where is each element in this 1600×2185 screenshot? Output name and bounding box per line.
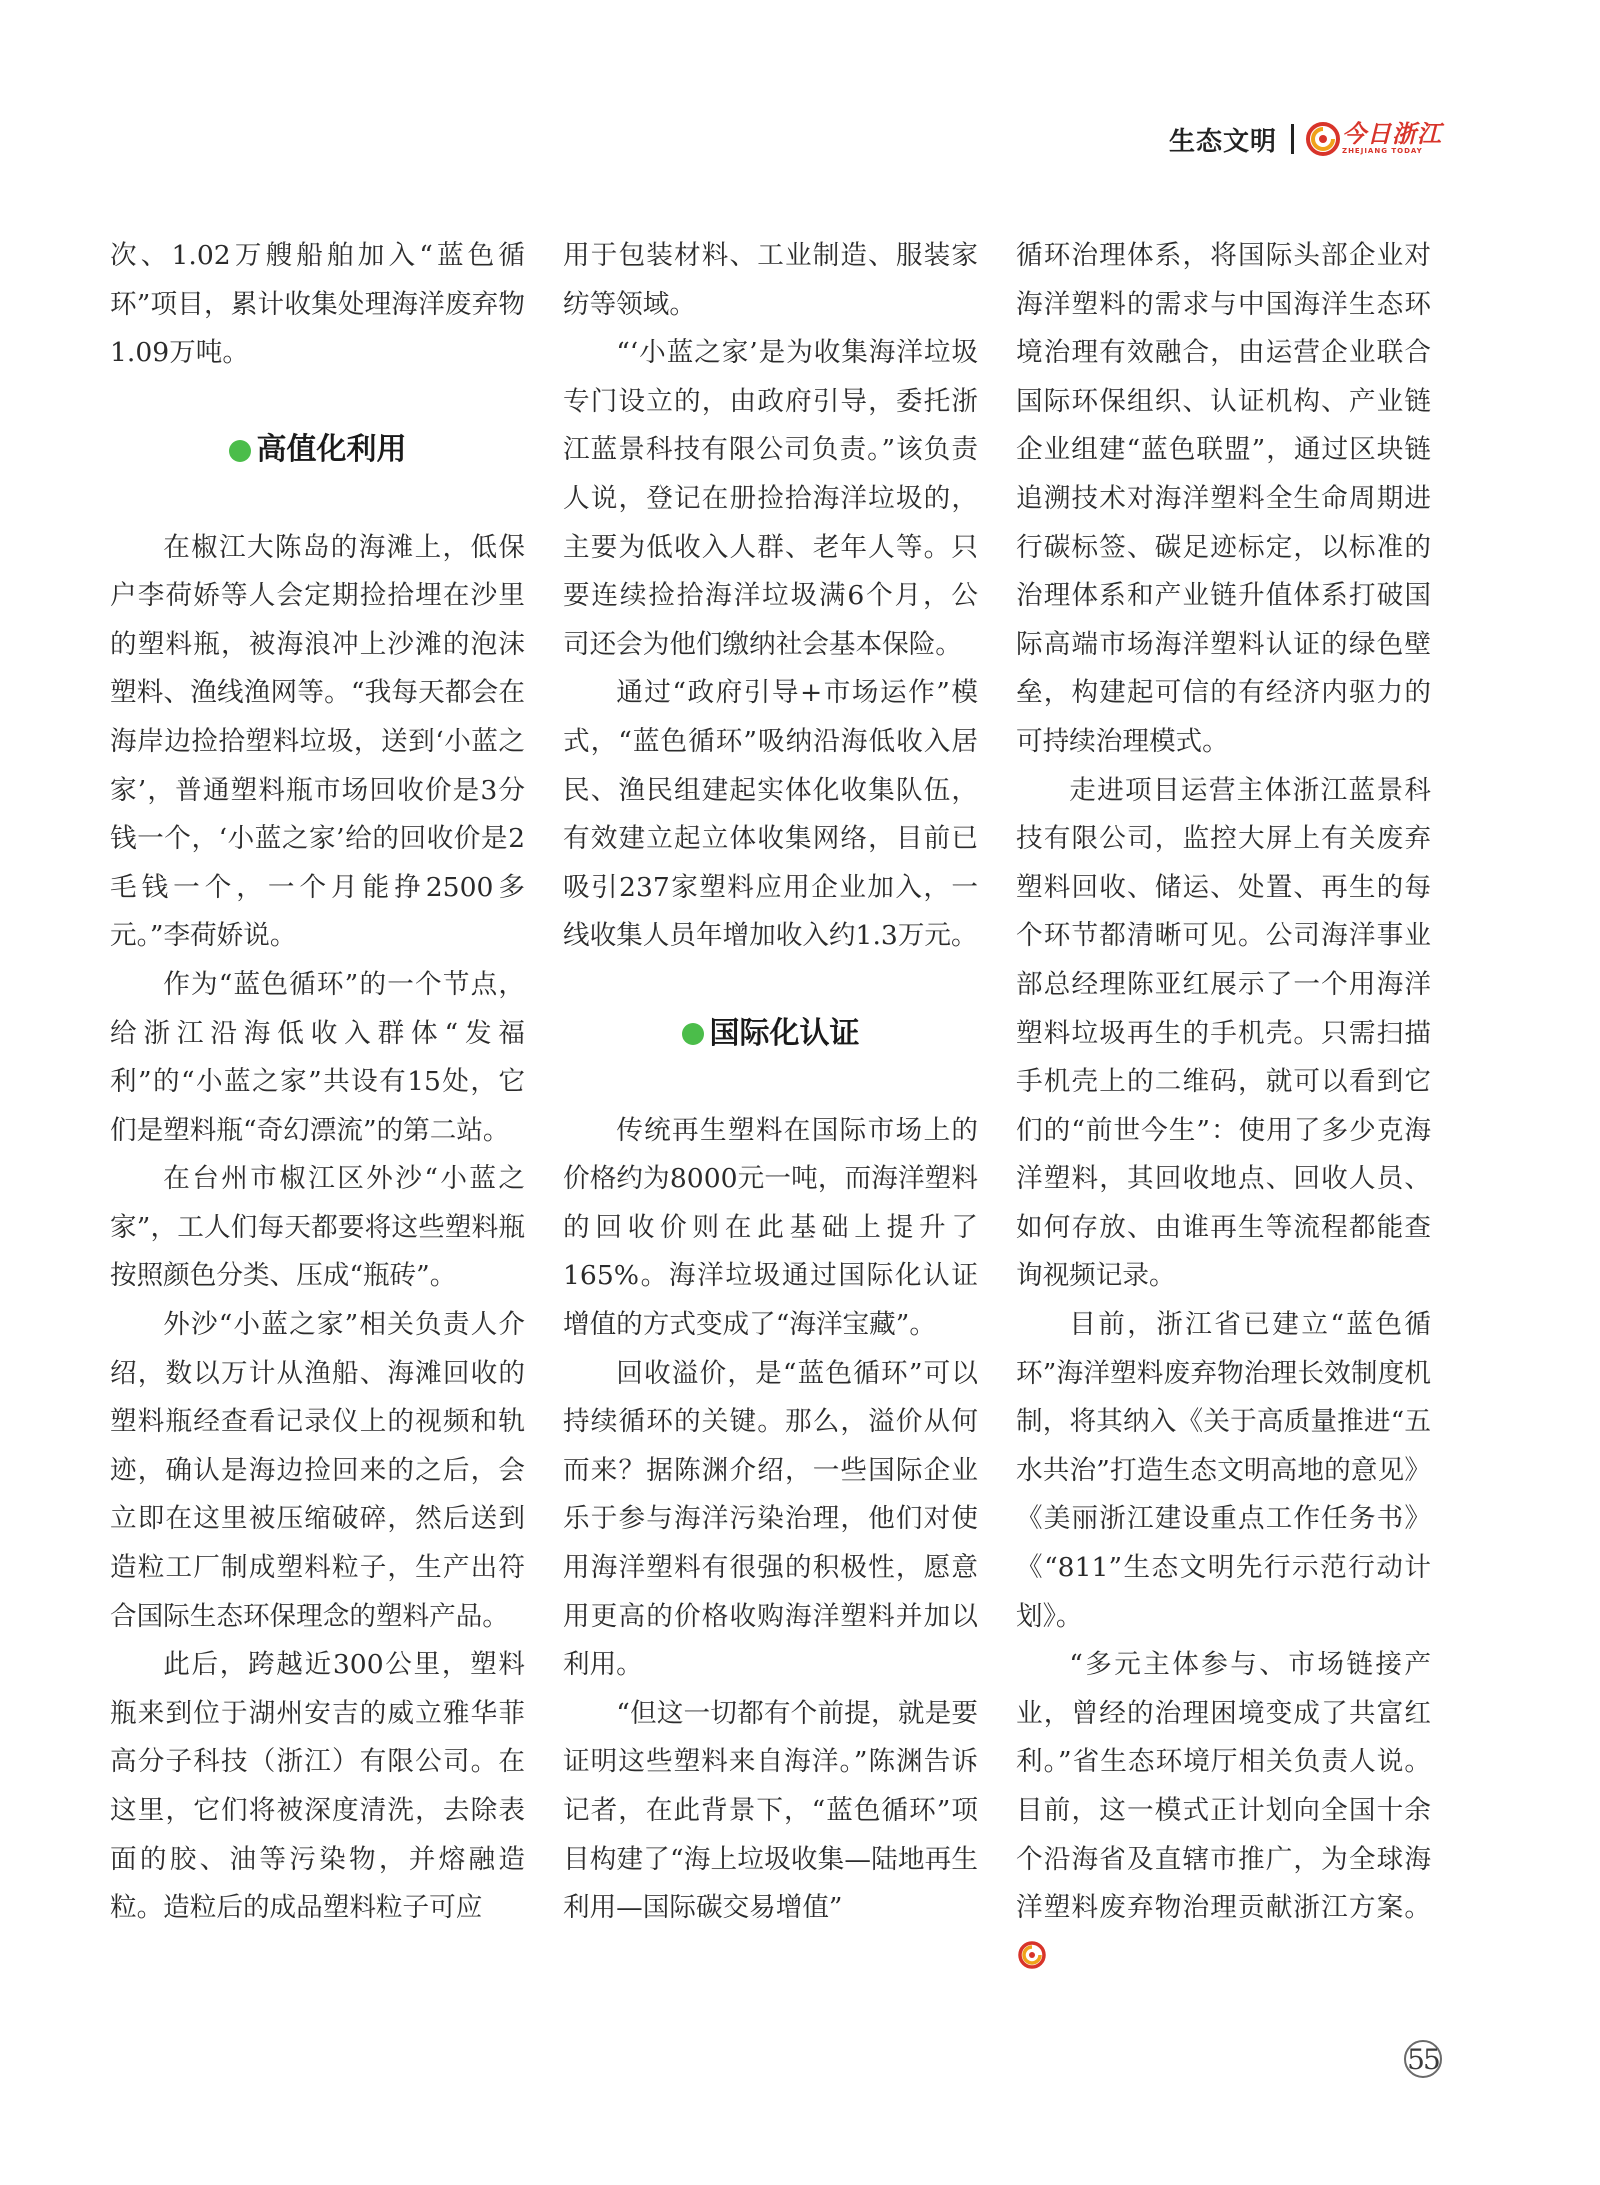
header-divider	[1291, 124, 1294, 154]
magazine-logo	[1306, 122, 1442, 156]
section-heading-international	[563, 1010, 978, 1059]
final-paragraph	[1016, 1641, 1431, 1981]
green-bullet-icon	[682, 1023, 704, 1045]
paragraph: 传统再生塑料在国际市场上的价格约为8000元一吨，而海洋塑料的回收价则在此基础上提升了165%。海洋垃圾通过国际化认证增值的方式变成了“海洋宝藏”。	[563, 1114, 978, 1341]
section-label: 生态文明	[1168, 126, 1277, 157]
logo-english-text: ZHEJIANG TODAY	[1342, 147, 1423, 155]
paragraph: 外沙“小蓝之家”相关负责人介绍，数以万计从渔船、海滩回收的塑料瓶经查看记录仪上的视频和轨迹，确认是海边捡回来的之后，会立即在这里被压缩破碎，然后送到造粒工厂制成塑料粒子，生产出符合国际生态环保理念的塑料产品。	[110, 1309, 525, 1632]
section-heading-text: 高值化利用	[256, 432, 407, 468]
paragraph: 用于包装材料、工业制造、服装家纺等领域。	[563, 240, 978, 320]
paragraph: 走进项目运营主体浙江蓝景科技有限公司，监控大屏上有关废弃塑料回收、储运、处置、再生的每个环节都清晰可见。公司海洋事业部总经理陈亚红展示了一个用海洋塑料垃圾再生的手机壳。只需扫描手机壳上的二维码，就可以看到它们的“前世今生”：使用了多少克海洋塑料，其回收地点、回收人员、如何存放、由谁再生等流程都能查询视频记录。	[1016, 774, 1431, 1292]
paragraph-text: “多元主体参与、市场链接产业，曾经的治理困境变成了共富红利。”省生态环境厅相关负责人说。目前，这一模式正计划向全国十余个沿海省及直辖市推广，为全球海洋塑料废弃物治理贡献浙江方案。	[1016, 1649, 1431, 1924]
paragraph: “‘小蓝之家’是为收集海洋垃圾专门设立的，由政府引导，委托浙江蓝景科技有限公司负责。”该负责人说，登记在册捡拾海洋垃圾的，主要为低收入人群、老年人等。只要连续捡拾海洋垃圾满6个月，公司还会为他们缴纳社会基本保险。	[563, 337, 978, 660]
logo-swirl-icon	[1306, 122, 1340, 156]
paragraph: 目前，浙江省已建立“蓝色循环”海洋塑料废弃物治理长效制度机制，将其纳入《关于高质量推进“五水共治”打造生态文明高地的意见》《美丽浙江建设重点工作任务书》《“811”生态文明先行示范行动计划》。	[1016, 1309, 1431, 1632]
logo-chinese-text: 今日浙江	[1342, 120, 1442, 148]
paragraph: 此后，跨越近300公里，塑料瓶来到位于湖州安吉的威立雅华菲高分子科技（浙江）有限公司。在这里，它们将被深度清洗，去除表面的胶、油等污染物，并熔融造粒。造粒后的成品塑料粒子可应	[110, 1649, 525, 1924]
article-column-2	[563, 232, 978, 1933]
article-column-1	[110, 232, 525, 1933]
paragraph: 通过“政府引导+市场运作”模式，“蓝色循环”吸纳沿海低收入居民、渔民组建起实体化收集队伍，有效建立起立体收集网络，目前已吸引237家塑料应用企业加入，一线收集人员年增加收入约1.3万元。	[563, 677, 978, 952]
page-header	[1169, 118, 1442, 160]
paragraph: 回收溢价，是“蓝色循环”可以持续循环的关键。那么，溢价从何而来？据陈渊介绍，一些国际企业乐于参与海洋污染治理，他们对使用海洋塑料有很强的积极性，愿意用更高的价格收购海洋塑料并加以利用。	[563, 1357, 978, 1681]
paragraph: 次、1.02万艘船舶加入“蓝色循环”项目，累计收集处理海洋废弃物1.09万吨。	[110, 240, 525, 369]
paragraph: “但这一切都有个前提，就是要证明这些塑料来自海洋。”陈渊告诉记者，在此背景下，“蓝色循环”项目构建了“海上垃圾收集—陆地再生利用—国际碳交易增值”	[563, 1697, 978, 1924]
paragraph: 在椒江大陈岛的海滩上，低保户李荷娇等人会定期捡拾埋在沙里的塑料瓶，被海浪冲上沙滩的泡沫塑料、渔线渔网等。“我每天都会在海岸边捡拾塑料垃圾，送到‘小蓝之家’，普通塑料瓶市场回收价是3分钱一个，‘小蓝之家’给的回收价是2毛钱一个，一个月能挣2500多元。”李荷娇说。	[110, 531, 525, 952]
page-number: 55	[1404, 2040, 1442, 2078]
end-mark-icon	[1018, 1941, 1046, 1969]
paragraph: 在台州市椒江区外沙“小蓝之家”，工人们每天都要将这些塑料瓶按照颜色分类、压成“瓶砖”。	[110, 1163, 525, 1292]
article-column-3	[1016, 232, 1431, 1981]
paragraph: 循环治理体系，将国际头部企业对海洋塑料的需求与中国海洋生态环境治理有效融合，由运营企业联合国际环保组织、认证机构、产业链企业组建“蓝色联盟”，通过区块链追溯技术对海洋塑料全生命周期进行碳标签、碳足迹标定，以标准的治理体系和产业链升值体系打破国际高端市场海洋塑料认证的绿色壁垒，构建起可信的有经济内驱力的可持续治理模式。	[1016, 240, 1431, 757]
paragraph: 作为“蓝色循环”的一个节点，给浙江沿海低收入群体“发福利”的“小蓝之家”共设有15处，它们是塑料瓶“奇幻漂流”的第二站。	[110, 968, 525, 1146]
section-heading-high-value	[110, 426, 525, 475]
green-bullet-icon	[229, 440, 251, 462]
section-heading-text: 国际化认证	[709, 1015, 860, 1051]
